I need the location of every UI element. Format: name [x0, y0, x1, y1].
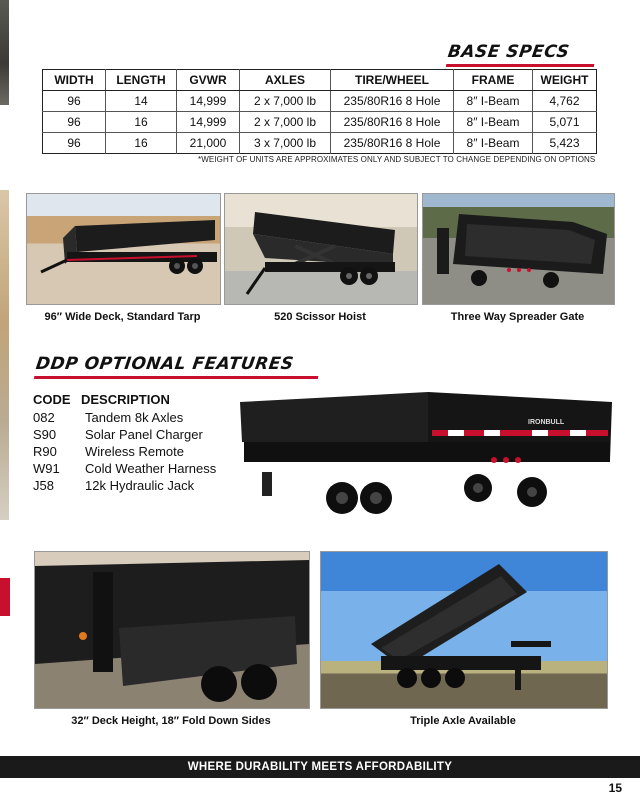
table-cell: 5,071 — [533, 112, 597, 133]
table-cell: 14,999 — [177, 91, 240, 112]
list-item — [32, 427, 216, 444]
list-item — [32, 478, 216, 495]
column-header: FRAME — [454, 70, 533, 91]
feature-description: 12k Hydraulic Jack — [85, 478, 195, 493]
caption-spreader-gate: Three Way Spreader Gate — [450, 311, 585, 323]
table-cell: 235/80R16 8 Hole — [331, 91, 454, 112]
base-specs-table — [42, 69, 597, 154]
table-cell: 5,423 — [533, 133, 597, 154]
table-cell: 3 x 7,000 lb — [240, 133, 331, 154]
column-header: AXLES — [240, 70, 331, 91]
edge-photo-strip-top — [0, 0, 9, 105]
page-number: 15 — [608, 781, 622, 795]
table-cell: 96 — [43, 112, 106, 133]
tagline-band: WHERE DURABILITY MEETS AFFORDABILITY — [0, 756, 640, 778]
edge-red-tab — [0, 578, 10, 616]
table-cell: 8″ I-Beam — [454, 133, 533, 154]
column-header: GVWR — [177, 70, 240, 91]
table-cell: 16 — [106, 133, 177, 154]
feature-description: Wireless Remote — [85, 444, 184, 459]
table-cell: 4,762 — [533, 91, 597, 112]
feature-description: Tandem 8k Axles — [85, 410, 184, 425]
feature-code: 082 — [33, 410, 55, 425]
caption-triple-axle: Triple Axle Available — [410, 715, 516, 727]
ddp-features-title — [35, 354, 322, 374]
column-header: LENGTH — [106, 70, 177, 91]
table-row — [43, 133, 597, 154]
column-header: WIDTH — [43, 70, 106, 91]
trailer-illustration — [225, 194, 417, 304]
table-cell: 8″ I-Beam — [454, 112, 533, 133]
weight-footnote: *WEIGHT OF UNITS ARE APPROXIMATES ONLY AND SUBJECT TO CHANGE DEPENDING ON OPTIONS — [198, 155, 596, 164]
photo-triple-axle — [320, 551, 608, 709]
ddp-features-title-text: DDP OPTIONAL FEATURES — [34, 354, 296, 374]
base-specs-title-text: BASE SPECS — [446, 42, 571, 62]
table-row — [43, 91, 597, 112]
table-header-row — [43, 70, 597, 91]
table-row — [43, 112, 597, 133]
description-header: DESCRIPTION — [81, 392, 170, 407]
features-header — [32, 392, 216, 410]
table-cell: 2 x 7,000 lb — [240, 112, 331, 133]
feature-description: Cold Weather Harness — [85, 461, 217, 476]
column-header: WEIGHT — [533, 70, 597, 91]
table-cell: 14,999 — [177, 112, 240, 133]
table-cell: 235/80R16 8 Hole — [331, 133, 454, 154]
table-cell: 96 — [43, 91, 106, 112]
column-header: TIRE/WHEEL — [331, 70, 454, 91]
title-underline — [446, 64, 594, 67]
list-item — [32, 410, 216, 427]
caption-scissor-hoist: 520 Scissor Hoist — [274, 311, 366, 323]
feature-code: W91 — [33, 461, 60, 476]
photo-fold-down-sides — [34, 551, 310, 709]
photo-spreader-gate — [422, 193, 615, 305]
trailer-illustration — [321, 552, 607, 708]
photo-scissor-hoist — [224, 193, 418, 305]
edge-photo-strip-middle — [0, 190, 9, 520]
table-cell: 235/80R16 8 Hole — [331, 112, 454, 133]
trailer-illustration — [27, 194, 220, 304]
title-underline — [34, 376, 318, 379]
features-list — [32, 392, 216, 495]
table-cell: 96 — [43, 133, 106, 154]
list-item — [32, 461, 216, 478]
photo-wide-deck-tarp — [26, 193, 221, 305]
table-cell: 14 — [106, 91, 177, 112]
feature-code: R90 — [33, 444, 57, 459]
caption-fold-down-sides: 32″ Deck Height, 18″ Fold Down Sides — [71, 715, 271, 727]
code-header: CODE — [33, 392, 71, 407]
feature-description: Solar Panel Charger — [85, 427, 203, 442]
table-cell: 2 x 7,000 lb — [240, 91, 331, 112]
trailer-illustration — [35, 552, 309, 708]
caption-wide-deck: 96″ Wide Deck, Standard Tarp — [44, 311, 201, 323]
table-cell: 8″ I-Beam — [454, 91, 533, 112]
table-cell: 16 — [106, 112, 177, 133]
feature-code: S90 — [33, 427, 57, 442]
feature-code: J58 — [33, 478, 54, 493]
list-item — [32, 444, 216, 461]
table-cell: 21,000 — [177, 133, 240, 154]
base-specs-title — [447, 42, 598, 62]
ironbull-logo: IRONBULL — [528, 419, 565, 426]
trailer-illustration — [423, 194, 614, 304]
hero-trailer-image — [232, 380, 612, 530]
